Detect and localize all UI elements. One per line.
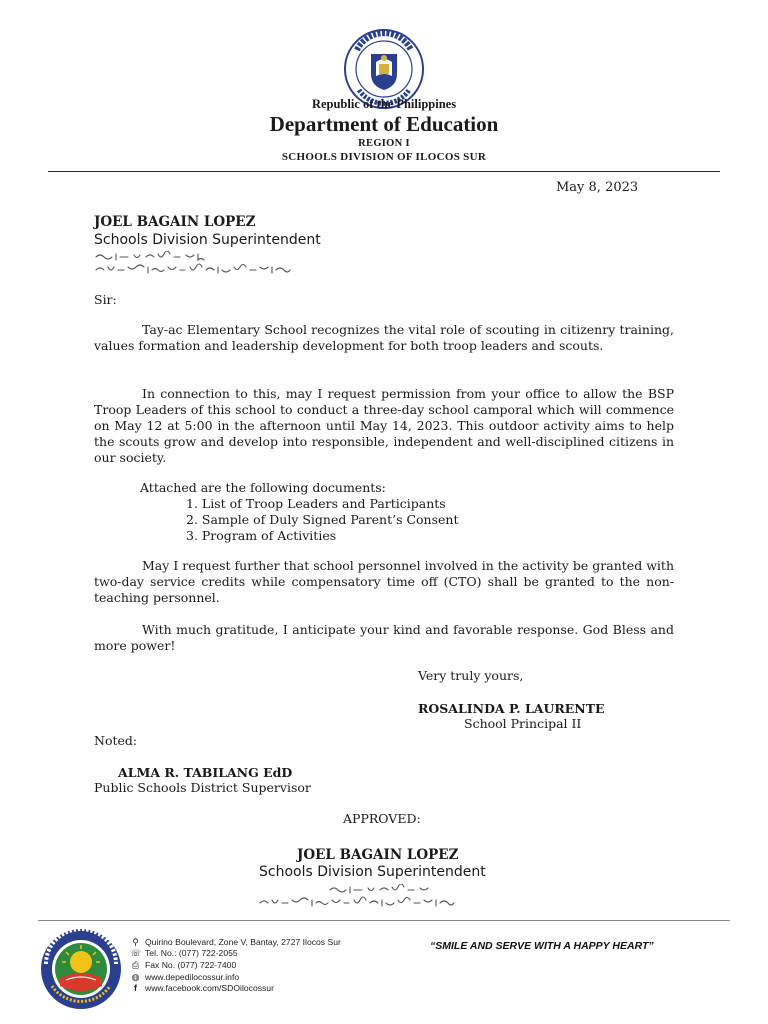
approver-title: Schools Division Superintendent bbox=[259, 864, 486, 880]
telephone-text: Tel. No.: (077) 722-2055 bbox=[145, 948, 238, 959]
approver-name: JOEL BAGAIN LOPEZ bbox=[297, 847, 459, 863]
contact-fax bbox=[130, 959, 341, 971]
body-paragraph-4: With much gratitude, I anticipate your kind and favorable response. God Bless and more power! bbox=[94, 622, 674, 653]
list-item: 1. List of Troop Leaders and Participants bbox=[186, 496, 446, 511]
baybayin-script-image bbox=[94, 251, 314, 281]
contact-telephone bbox=[130, 948, 341, 960]
salutation: Sir: bbox=[94, 292, 117, 307]
addressee-title: Schools Division Superintendent bbox=[94, 232, 321, 248]
letter-date: May 8, 2023 bbox=[556, 180, 639, 195]
globe-icon: ◍ bbox=[131, 971, 140, 982]
footer-motto: “SMILE AND SERVE WITH A HAPPY HEART” bbox=[430, 940, 654, 952]
closing-line: Very truly yours, bbox=[418, 668, 524, 683]
header-divider bbox=[48, 171, 720, 172]
footer-divider bbox=[38, 920, 730, 921]
baybayin-script-image bbox=[258, 884, 478, 914]
facebook-text: www.facebook.com/SDOilocossur bbox=[145, 983, 274, 994]
facebook-icon: f bbox=[134, 983, 137, 994]
fax-text: Fax No. (077) 722-7400 bbox=[145, 959, 237, 970]
website-text: www.depedilocossur.info bbox=[145, 971, 240, 982]
republic-heading: Republic of the Philippines bbox=[311, 97, 457, 111]
addressee-name: JOEL BAGAIN LOPEZ bbox=[94, 214, 256, 230]
division-seal-logo bbox=[40, 928, 122, 1010]
division-heading: SCHOOLS DIVISION OF ILOCOS SUR bbox=[281, 151, 487, 163]
noted-label: Noted: bbox=[94, 733, 138, 748]
list-item: 2. Sample of Duly Signed Parent’s Consent bbox=[186, 512, 459, 527]
signatory-title: School Principal II bbox=[464, 716, 582, 731]
attachments-list bbox=[186, 496, 459, 544]
approved-label: APPROVED: bbox=[343, 811, 421, 826]
signatory-name: ROSALINDA P. LAURENTE bbox=[418, 701, 605, 716]
attachments-intro: Attached are the following documents: bbox=[140, 480, 386, 495]
contact-facebook bbox=[130, 982, 341, 994]
address-text: Quirino Boulevard, Zone V, Bantay, 2727 Ilocos Sur bbox=[145, 936, 341, 947]
contact-address bbox=[130, 936, 341, 948]
body-paragraph-1: Tay-ac Elementary School recognizes the vital role of scouting in citizenry training, values formation and leadership development for both troop leaders and scouts. bbox=[94, 322, 674, 353]
noted-name: ALMA R. TABILANG EdD bbox=[118, 765, 293, 780]
fax-icon: ⎙ bbox=[131, 959, 140, 970]
footer-contacts bbox=[130, 936, 341, 994]
noted-title: Public Schools District Supervisor bbox=[94, 780, 311, 795]
phone-icon: ☏ bbox=[130, 948, 142, 959]
region-heading: REGION I bbox=[358, 138, 410, 149]
location-pin-icon: ⚲ bbox=[132, 936, 139, 947]
list-item: 3. Program of Activities bbox=[186, 528, 337, 543]
department-heading: Department of Education bbox=[269, 112, 499, 136]
body-paragraph-3: May I request further that school personnel involved in the activity be granted with two-day service credits while compensatory time off (CTO) shall be granted to the non-teaching personnel. bbox=[94, 558, 674, 605]
contact-website bbox=[130, 971, 341, 983]
body-paragraph-2: In connection to this, may I request permission from your office to allow the BSP Troop Leaders of this school to conduct a three-day school camporal which will commence on May 12 at 5:00 in the afternoon until May 14, 2023. This outdoor activity aims to help the scouts grow and develop into responsible, independent and well-disciplined citizens in our society. bbox=[94, 386, 674, 465]
